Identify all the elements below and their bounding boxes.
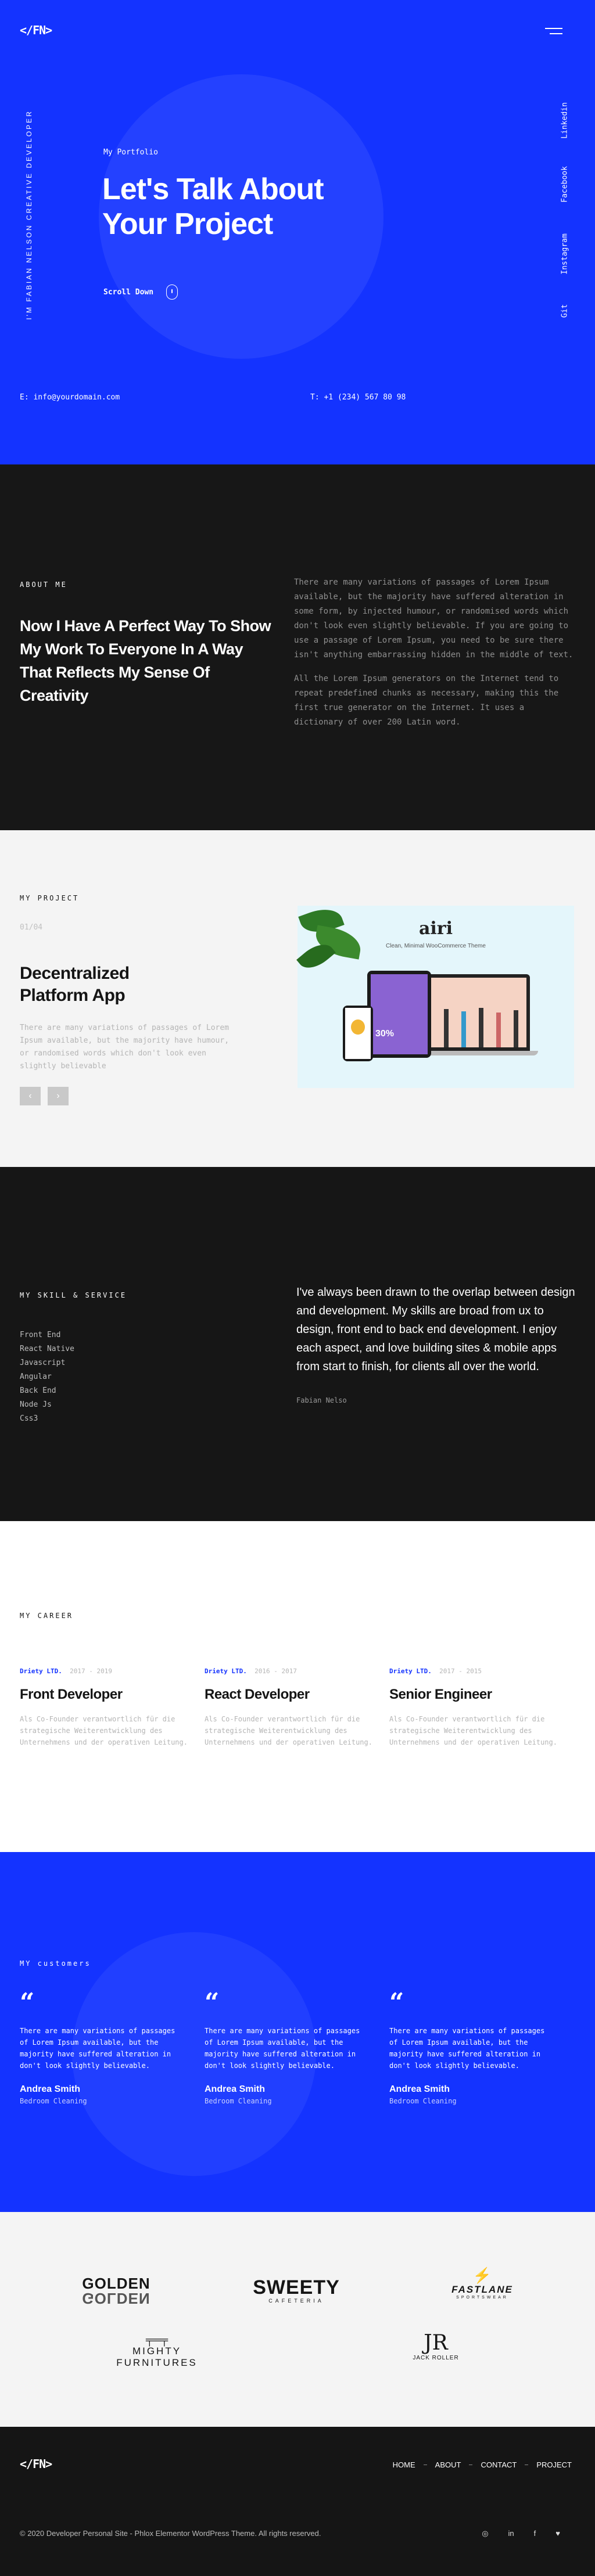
career-section — [0, 1521, 595, 1852]
testimonial-role: Bedroom Cleaning — [389, 2097, 457, 2105]
about-section — [0, 464, 595, 830]
hero-side-text: I'M FABIAN NELSON CREATIVE DEVELOPER — [25, 110, 33, 320]
client-logo-golden[interactable]: GOLDEN GOLDEN — [82, 2275, 150, 2307]
client-logo-mighty[interactable]: ╤═╤ MIGHTY FURNITURES — [105, 2334, 209, 2369]
project-screenshot[interactable] — [298, 906, 574, 1088]
contact-email[interactable]: E: info@yourdomain.com — [20, 393, 120, 402]
skills-quote: I've always been drawn to the overlap between design and development. My skills are broad from ux to design, front end to back end development. I enjoy each aspect, and love building sites & mobile apps from start to finish, for clients all over the world. — [296, 1286, 575, 1373]
footer-nav-about[interactable]: ABOUT — [435, 2460, 461, 2469]
hero-social-links — [559, 99, 571, 331]
footer-logo[interactable]: </FN> — [20, 2457, 52, 2471]
career-role: React Developer — [205, 1687, 310, 1702]
career-description: Als Co-Founder verantwortlich für die strategische Weiterentwicklung des Unternehmens und der operativen Leitung. — [389, 1715, 557, 1746]
next-arrow-icon[interactable]: › — [48, 1087, 69, 1105]
about-heading: Now I Have A Perfect Way To Show My Work To Everyone In A Way That Reflects My Sense Of Creativity — [20, 617, 271, 704]
testimonial-card — [205, 1988, 367, 2105]
quote-icon: “ — [20, 1988, 35, 2017]
footer-nav-project[interactable]: PROJECT — [536, 2460, 572, 2469]
testimonial-name: Andrea Smith — [205, 2084, 266, 2094]
career-company: Driety LTD. — [20, 1667, 62, 1675]
career-years: 2016 - 2017 — [255, 1667, 297, 1675]
testimonial-card — [389, 1988, 552, 2105]
career-company: Driety LTD. — [389, 1667, 432, 1675]
career-company: Driety LTD. — [205, 1667, 247, 1675]
footer-nav-home[interactable]: HOME — [392, 2460, 415, 2469]
testimonial-text: There are many variations of passages of Lorem Ipsum available, but the majority have suffered alteration in don't look slightly believable. — [205, 2027, 360, 2070]
hero-title: Let's Talk About Your Project — [102, 172, 324, 241]
career-item — [389, 1667, 564, 1748]
mouse-scroll-icon — [166, 284, 178, 300]
hamburger-menu-icon[interactable] — [545, 28, 562, 38]
testimonial-role: Bedroom Cleaning — [205, 2097, 272, 2105]
career-item — [205, 1667, 379, 1748]
career-years: 2017 - 2015 — [439, 1667, 482, 1675]
skill-item: Javascript — [20, 1359, 66, 1367]
screenshot-badge: 30% — [375, 1029, 395, 1039]
skill-item: React Native — [20, 1345, 74, 1353]
phone-mockup — [343, 1006, 373, 1061]
hero-subtitle: My Portfolio — [103, 148, 158, 157]
testimonial-text: There are many variations of passages of Lorem Ipsum available, but the majority have suffered alteration in don't look slightly believable. — [20, 2027, 175, 2070]
contact-phone[interactable]: T: +1 (234) 567 80 98 — [310, 393, 406, 402]
career-role: Senior Engineer — [389, 1687, 492, 1702]
skills-list — [20, 1328, 74, 1426]
skill-item: Back End — [20, 1386, 56, 1395]
customers-section — [0, 1852, 595, 2212]
screenshot-tagline: Clean, Minimal WooCommerce Theme — [386, 943, 486, 949]
testimonial-role: Bedroom Cleaning — [20, 2097, 87, 2105]
testimonial-name: Andrea Smith — [389, 2084, 450, 2094]
project-counter: 01/04 — [20, 923, 43, 932]
about-paragraph: There are many variations of passages of Lorem Ipsum available, but the majority have suffered alteration in some form, by injected humour, or randomised words which don't look even slightly believable. If you are going to use a passage of Lorem Ipsum, you need to be sure there isn't anything embarrassing hidden in the middle of text. — [294, 578, 574, 660]
career-role: Front Developer — [20, 1687, 123, 1702]
skill-item: Css3 — [20, 1414, 38, 1423]
footer-social — [482, 2529, 560, 2538]
prev-arrow-icon[interactable]: ‹ — [20, 1087, 41, 1105]
section-label: MY SKILL & SERVICE — [20, 1291, 127, 1299]
linkedin-icon[interactable]: in — [508, 2529, 514, 2538]
instagram-icon[interactable]: ◎ — [482, 2529, 489, 2538]
career-item — [20, 1667, 194, 1748]
client-logo-sweety[interactable]: SWEETY CAFETERIA — [253, 2276, 340, 2304]
career-years: 2017 - 2019 — [70, 1667, 112, 1675]
facebook-icon[interactable]: f — [533, 2529, 536, 2538]
copyright-text: © 2020 Developer Personal Site - Phlox Elementor WordPress Theme. All rights reserved. — [20, 2529, 321, 2538]
scroll-down-button[interactable]: Scroll Down — [103, 284, 178, 300]
lightning-icon: ⚡ — [472, 2267, 492, 2284]
social-link-git[interactable]: Git — [560, 304, 569, 318]
client-logo-jack-roller[interactable]: JR JACK ROLLER — [413, 2331, 459, 2361]
about-paragraph: All the Lorem Ipsum generators on the Internet tend to repeat predefined chunks as necessary, making this the first true generator on the Internet. It uses a dictionary of over 200 Latin word. — [294, 674, 559, 727]
testimonial-card — [20, 1988, 182, 2105]
testimonial-name: Andrea Smith — [20, 2084, 81, 2094]
section-label: MY customers — [20, 1959, 91, 1968]
table-icon: ╤═╤ — [145, 2334, 169, 2346]
skills-section — [0, 1167, 595, 1521]
skill-item: Front End — [20, 1331, 61, 1339]
tablet-mockup — [367, 971, 431, 1058]
social-link-instagram[interactable]: Instagram — [560, 233, 569, 275]
site-logo[interactable]: </FN> — [20, 23, 52, 37]
screenshot-brand: airi — [418, 918, 453, 939]
twitter-icon[interactable]: ♥ — [555, 2529, 560, 2538]
social-link-linkedin[interactable]: Linkedin — [560, 102, 569, 139]
hero-section — [0, 0, 595, 464]
section-label: MY PROJECT — [20, 894, 80, 902]
project-title: Decentralized Platform App — [20, 964, 130, 1005]
skill-item: Node Js — [20, 1400, 52, 1409]
about-text — [294, 575, 576, 730]
project-description: There are many variations of passages of Lorem Ipsum available, but the majority have humour, or randomised words which don't look even slightly believable — [20, 1024, 230, 1071]
section-label: MY CAREER — [20, 1612, 74, 1620]
footer-nav — [393, 2460, 572, 2469]
career-description: Als Co-Founder verantwortlich für die strategische Weiterentwicklung des Unternehmens und der operativen Leitung. — [20, 1715, 188, 1746]
section-label: ABOUT ME — [20, 581, 67, 589]
client-logo-fastlane[interactable]: ⚡ FASTLANE SPORTSWEAR — [436, 2267, 529, 2300]
footer-nav-contact[interactable]: CONTACT — [481, 2460, 517, 2469]
quote-author: Fabian Nelso — [296, 1396, 347, 1404]
project-slider-controls — [20, 1087, 69, 1105]
footer — [0, 2427, 595, 2576]
testimonial-text: There are many variations of passages of Lorem Ipsum available, but the majority have suffered alteration in don't look slightly believable. — [389, 2027, 545, 2070]
career-description: Als Co-Founder verantwortlich für die strategische Weiterentwicklung des Unternehmens und der operativen Leitung. — [205, 1715, 372, 1746]
social-link-facebook[interactable]: Facebook — [560, 166, 569, 203]
quote-icon: “ — [389, 1988, 404, 2017]
project-section — [0, 830, 595, 1167]
skill-item: Angular — [20, 1372, 52, 1381]
clients-section — [0, 2212, 595, 2427]
quote-icon: “ — [205, 1988, 220, 2017]
